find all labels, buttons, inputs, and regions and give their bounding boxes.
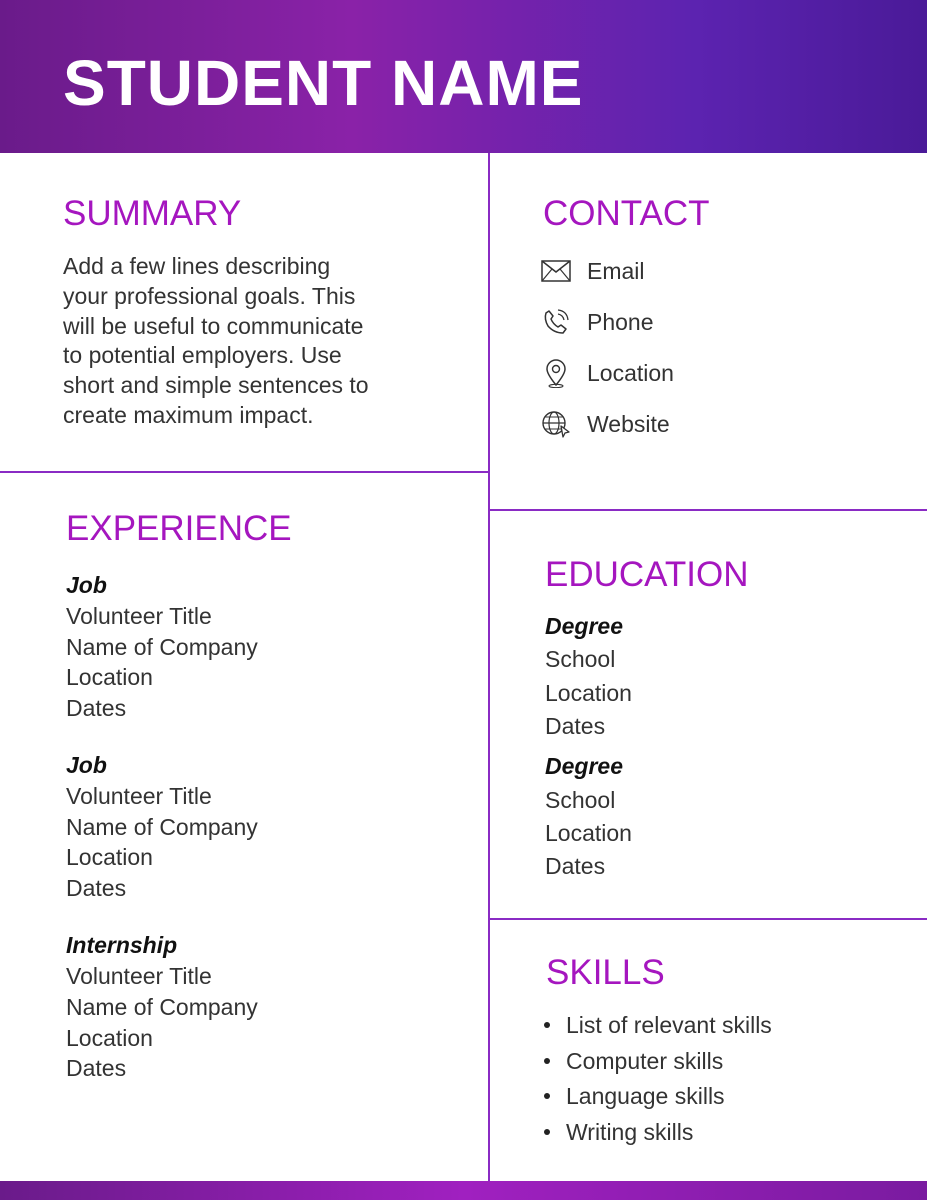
header-banner [0,0,927,153]
summary-line: will be useful to communicate [63,312,364,339]
summary-line: short and simple sentences to [63,372,369,399]
experience-dates: Dates [66,1055,127,1081]
education-dates: Dates [545,853,606,879]
bullet-icon [544,1058,550,1064]
experience-dates: Dates [66,875,127,901]
experience-dates: Dates [66,695,127,721]
summary-line: to potential employers. Use [63,342,342,369]
experience-location: Location [66,664,153,690]
experience-title-line: Volunteer Title [66,603,212,629]
contact-phone [541,306,654,338]
education-title: EDUCATION [545,555,749,594]
contact-email [541,255,645,287]
experience-company: Name of Company [66,994,258,1020]
contact-website [541,408,670,440]
summary-text [63,252,408,431]
bullet-icon [544,1093,550,1099]
skill-item [544,1010,772,1040]
education-school: School [545,787,616,813]
contact-label: Location [587,359,674,386]
skill-label: Computer skills [566,1047,724,1074]
experience-heading: Internship [66,932,178,958]
globe-icon [541,409,571,439]
experience-heading: Job [66,752,107,778]
footer-bar [0,1181,927,1200]
column-divider [488,153,490,1181]
experience-location: Location [66,844,153,870]
skill-item [544,1081,725,1111]
education-heading: Degree [545,753,623,779]
bullet-icon [544,1022,550,1028]
experience-company: Name of Company [66,634,258,660]
contact-label: Website [587,410,670,437]
contact-divider [488,509,927,511]
experience-title-line: Volunteer Title [66,783,212,809]
bullet-icon [544,1129,550,1135]
summary-title: SUMMARY [63,194,242,233]
summary-line: Add a few lines describing [63,253,331,279]
contact-label: Email [587,257,645,284]
skill-label: Language skills [566,1082,725,1109]
education-divider [488,918,927,920]
education-heading: Degree [545,613,623,639]
experience-title: EXPERIENCE [66,509,292,548]
education-location: Location [545,680,632,706]
experience-title-line: Volunteer Title [66,963,212,989]
skill-item [544,1046,723,1076]
education-dates: Dates [545,713,606,739]
phone-icon [541,307,571,337]
education-school: School [545,646,616,672]
summary-line: your professional goals. This [63,282,356,309]
skill-label: List of relevant skills [566,1011,772,1038]
skills-title: SKILLS [546,953,665,992]
summary-line: create maximum impact. [63,401,314,428]
experience-heading: Job [66,572,107,598]
skill-label: Writing skills [566,1118,694,1145]
student-name: STUDENT NAME [63,47,584,119]
experience-location: Location [66,1025,153,1051]
education-location: Location [545,820,632,846]
experience-company: Name of Company [66,814,258,840]
contact-location [541,357,674,389]
envelope-icon [541,256,571,286]
contact-title: CONTACT [543,194,710,233]
summary-divider [0,471,488,473]
skill-item [544,1117,693,1147]
contact-label: Phone [587,308,654,335]
location-pin-icon [541,358,571,388]
